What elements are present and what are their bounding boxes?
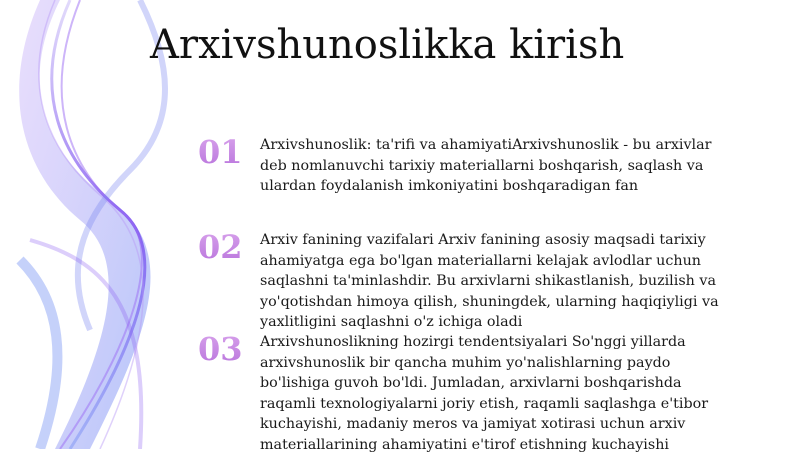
item-number: 02	[198, 228, 243, 266]
slide-title: Arxivshunoslikka kirish	[150, 22, 625, 68]
item-number: 03	[198, 330, 243, 368]
item-text: Arxiv fanining vazifalari Arxiv fanining asosiy maqsadi tarixiy ahamiyatga ega bo'lgan materiallarni kelajak avlodlar uchun saqlashni ta'minlashdir. Bu arxivlarni shikastlanish, buzilish va yo'qotishdan himoya qilish, shuningdek, ularning haqiqiyligi va yaxlitligini saqlashni o'z ichiga oladi	[260, 232, 719, 330]
item-text: Arxivshunoslikning hozirgi tendentsiyalari So'nggi yillarda arxivshunoslik bir qancha muhim yo'nalishlarning paydo bo'lishiga guvoh bo'ldi. Jumladan, arxivlarni boshqarishda raqamli texnologiyalarni joriy etish, raqamli saqlashga e'tibor kuchayishi, madaniy meros va jamiyat xotirasi uchun arxiv materiallarining ahamiyatini e'tirof etishning kuchayishi	[260, 334, 709, 453]
item-number: 01	[198, 133, 243, 171]
item-text: Arxivshunoslik: ta'rifi va ahamiyatiArxivshunoslik - bu arxivlar deb nomlanuvchi tarixiy materiallarni boshqarish, saqlash va ulardan foydalanish imkoniyatini boshqaradigan fan	[260, 137, 712, 194]
